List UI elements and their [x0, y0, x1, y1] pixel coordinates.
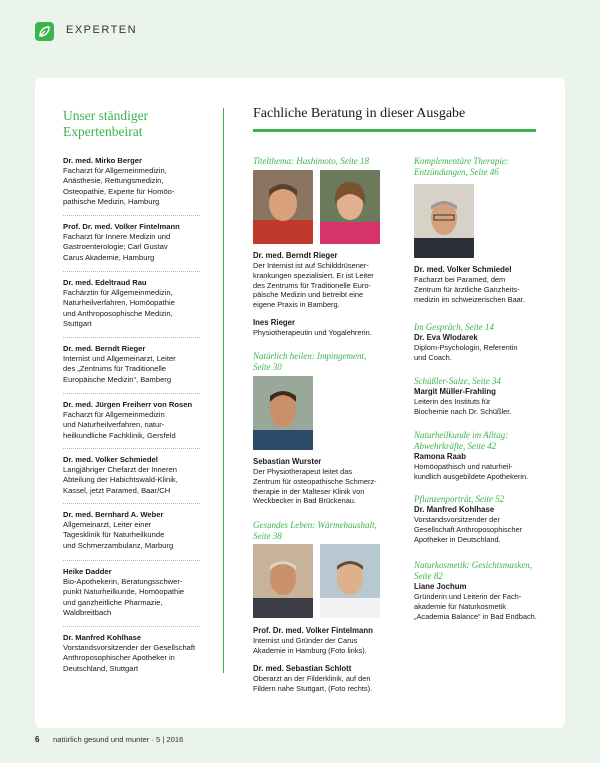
expert-description-line: Internist und Allgemeinarzt, Leiter	[63, 354, 176, 364]
column-divider	[223, 108, 224, 673]
desc-sebastian-schlott	[253, 674, 403, 694]
expert-description-line: Waldbreitbach	[63, 607, 112, 617]
expert-description-line: des „Zentrums für Traditionelle	[63, 364, 166, 374]
expert-description-line: Bio-Apothekerin, Beratungsschwer-	[63, 577, 183, 587]
description-line: medizin im schweizerischen Baar.	[414, 294, 525, 304]
description-line: und Coach.	[414, 352, 452, 362]
description-line: Der Internist ist auf Schilddrüsener-	[253, 261, 369, 270]
expert-description-line: Osteopathie, Experte für Homöo-	[63, 186, 175, 196]
description-line: Diplom-Psychologin, Referentin	[414, 343, 518, 352]
expert-name: Dr. med. Bernhard A. Weber	[63, 510, 164, 519]
expert-description-line: heilkundliche Fachklinik, Gersfeld	[63, 430, 176, 440]
desc-volker-schmiedel	[414, 275, 544, 304]
expert-name: Dr. med. Edeltraud Rau	[63, 278, 147, 287]
description-line: Der Physiotherapeut leitet das	[253, 467, 353, 476]
expert-separator	[63, 393, 200, 394]
desc-ramona-raab	[414, 462, 554, 482]
description-line: Akademie in Hamburg (Foto links).	[253, 645, 367, 655]
name-volker-fintelmann: Prof. Dr. med. Volker Fintelmann	[253, 626, 373, 635]
name-ramona-raab: Ramona Raab	[414, 452, 466, 461]
description-line: Biochemie nach Dr. Schüßler.	[414, 406, 512, 416]
expert-name: Dr. med. Jürgen Freiherr von Rosen	[63, 400, 193, 409]
description-line: Vorstandsvorsitzender der	[414, 515, 500, 524]
description-line: Apotheker in Deutschland.	[414, 534, 501, 544]
section-title-gespraech: Im Gespräch, Seite 14	[414, 322, 494, 332]
expert-entry	[63, 400, 203, 441]
expert-description-line: und ganzheitliche Pharmazie,	[63, 597, 163, 607]
expert-description-line: Carus Akademie, Hamburg	[63, 252, 155, 262]
expert-description-line: Vorstandsvorsitzender der Gesellschaft	[63, 643, 196, 653]
expert-separator	[63, 560, 200, 561]
expert-description-line: Facharzt für Allgemeinmedizin,	[63, 166, 167, 176]
expert-description-line: Allgemeinarzt, Leiter einer	[63, 520, 152, 530]
expert-description-line: Facharzt für Innere Medizin und	[63, 232, 171, 242]
expert-description-line: und Schmerzambulanz, Marburg	[63, 540, 174, 550]
expert-description-line: Europäische Medizin“, Bamberg	[63, 374, 172, 384]
name-ines-rieger: Ines Rieger	[253, 318, 296, 327]
photo-volker-fintelmann	[253, 544, 313, 618]
name-margit-mueller-frahling: Margit Müller-Frahling	[414, 387, 496, 396]
name-liane-jochum: Liane Jochum	[414, 582, 467, 591]
section-title-impingement: Natürlich heilen: Impingement, Seite 30	[253, 351, 367, 372]
expert-description-line: Gastroenterologie; Carl Gustav	[63, 242, 168, 252]
expert-name: Heike Dadder	[63, 567, 112, 576]
desc-sebastian-wurster	[253, 467, 398, 506]
section-title-abwehrkraefte: Naturheilkunde im Alltag: Abwehrkräfte, Seite 42	[414, 430, 509, 451]
expert-description-line: Naturheilverfahren, Homöopathie	[63, 298, 175, 308]
expert-entry	[63, 510, 203, 551]
name-manfred-kohlhase: Dr. Manfred Kohlhase	[414, 505, 495, 514]
description-line: Leiterin des Instituts für	[414, 397, 491, 406]
expert-description-line: Anthroposophischer Apotheker in	[63, 653, 175, 663]
expert-entry	[63, 278, 203, 329]
desc-berndt-rieger	[253, 261, 393, 310]
description-line: krankungen spezialisiert. Er ist Leiter	[253, 270, 374, 280]
description-line: Weckbecker in Bad Brückenau.	[253, 496, 356, 506]
expert-entry	[63, 455, 203, 496]
description-line: Facharzt bei Paramed, dem	[414, 275, 506, 284]
section-title-naturkosmetik: Naturkosmetik: Gesichtsmasken, Seite 82	[414, 560, 532, 581]
expert-entry	[63, 567, 203, 618]
expert-description-line: Kassel, jetzt Paramed, Baar/CH	[63, 485, 171, 495]
expert-separator	[63, 215, 200, 216]
section-title-waermehaushalt: Gesundes Leben: Wärmehaushalt, Seite 38	[253, 520, 377, 541]
description-line: kundlich ausgebildete Apothekerin.	[414, 471, 529, 481]
desc-eva-wlodarek	[414, 343, 544, 363]
description-line: päische Medizin und betreibt eine	[253, 290, 364, 300]
name-sebastian-schlott: Dr. med. Sebastian Schlott	[253, 664, 352, 673]
photo-ines-rieger	[320, 170, 380, 244]
description-line: „Academia Balance“ in Bad Endbach.	[414, 611, 537, 621]
expert-description-line: pathische Medizin, Hamburg	[63, 196, 160, 206]
expert-description-line: Abteilung der Habichtswald-Klinik,	[63, 475, 178, 485]
expert-separator	[63, 503, 200, 504]
name-sebastian-wurster: Sebastian Wurster	[253, 457, 322, 466]
expert-description-line: punkt Naturheilkunde, Homöopathie	[63, 587, 185, 597]
title-rule	[253, 129, 536, 132]
section-label: EXPERTEN	[66, 24, 138, 36]
description-line: Gründerin und Leiterin der Fach-	[414, 592, 522, 601]
expert-name: Dr. med. Volker Schmiedel	[63, 455, 158, 464]
section-title-entzuendungen: Komplementäre Therapie: Entzündungen, Seite 46	[414, 156, 509, 177]
name-eva-wlodarek: Dr. Eva Wlodarek	[414, 333, 478, 342]
expert-description-line: und Naturheilverfahren, natur-	[63, 420, 165, 430]
expert-description-line: Tagesklinik für Naturheilkunde	[63, 530, 165, 540]
description-line: therapie in der Malteser Klinik von	[253, 486, 365, 496]
description-line: Oberarzt an der Filderklinik, auf den	[253, 674, 371, 683]
description-line: Zentrum für ärztliche Ganzheits-	[414, 284, 520, 294]
expert-entry	[63, 156, 203, 207]
desc-manfred-kohlhase	[414, 515, 544, 544]
expert-entry	[63, 344, 203, 385]
section-title-hashimoto: Titelthema: Hashimoto, Seite 18	[253, 156, 369, 166]
description-line: akademie für Naturkosmetik	[414, 601, 507, 611]
section-title-schuessler: Schüßler-Salze, Seite 34	[414, 376, 502, 386]
desc-volker-fintelmann	[253, 636, 398, 656]
expert-entry	[63, 222, 203, 263]
name-berndt-rieger: Dr. med. Berndt Rieger	[253, 251, 338, 260]
page-number: 6	[35, 735, 40, 744]
page-header	[0, 0, 600, 62]
advisory-board-title	[63, 108, 203, 140]
expert-separator	[63, 448, 200, 449]
description-line: eigene Praxis in Bamberg.	[253, 300, 340, 310]
photo-sebastian-schlott	[320, 544, 380, 618]
desc-margit-mueller-frahling	[414, 397, 544, 417]
expert-description-line: Anästhesie, Rettungsmedizin,	[63, 176, 164, 186]
footer-text: natürlich gesund und munter · 5 | 2016	[53, 735, 184, 744]
description-line: Fildern nahe Stuttgart, (Foto rechts).	[253, 683, 373, 693]
description-line: des Zentrums für Traditionelle Euro-	[253, 280, 371, 290]
photo-berndt-rieger	[253, 170, 313, 244]
leaf-icon	[35, 22, 54, 41]
desc-liane-jochum	[414, 592, 554, 621]
title-line-1: Unser ständiger	[63, 108, 149, 123]
expert-description-line: und Anthroposophische Medizin,	[63, 308, 173, 318]
photo-sebastian-wurster	[253, 376, 313, 450]
expert-name: Dr. Manfred Kohlhase	[63, 633, 142, 642]
description-line: Zentrum für osteopathische Schmerz-	[253, 476, 377, 486]
expert-name: Dr. med. Mirko Berger	[63, 156, 142, 165]
expert-description-line: Facharzt für Allgemeinmedizin	[63, 410, 165, 420]
expert-name: Prof. Dr. med. Volker Fintelmann	[63, 222, 180, 231]
expert-description-line: Langjähriger Chefarzt der Inneren	[63, 465, 177, 475]
expert-description-line: Stuttgart	[63, 318, 92, 328]
expert-name: Dr. med. Berndt Rieger	[63, 344, 146, 353]
expert-entry	[63, 633, 203, 674]
main-title: Fachliche Beratung in dieser Ausgabe	[253, 106, 466, 121]
expert-separator	[63, 337, 200, 338]
title-line-2: Expertenbeirat	[63, 124, 143, 139]
section-title-pflanzenportraet: Pflanzenporträt, Seite 52	[414, 494, 505, 504]
expert-separator	[63, 271, 200, 272]
description-line: Homöopathisch und naturheil-	[414, 462, 513, 471]
description-line: Internist und Gründer der Carus	[253, 636, 358, 645]
photo-volker-schmiedel	[414, 184, 474, 258]
desc-ines-rieger	[253, 328, 393, 338]
expert-description-line: Fachärztin für Allgemeinmedizin,	[63, 288, 173, 298]
expert-separator	[63, 626, 200, 627]
description-line: Physiotherapeutin und Yogalehrerin.	[253, 328, 372, 337]
description-line: Gesellschaft Anthroposophischer	[414, 524, 523, 534]
expert-description-line: Deutschland, Stuttgart	[63, 663, 139, 673]
name-volker-schmiedel: Dr. med. Volker Schmiedel	[414, 265, 512, 274]
